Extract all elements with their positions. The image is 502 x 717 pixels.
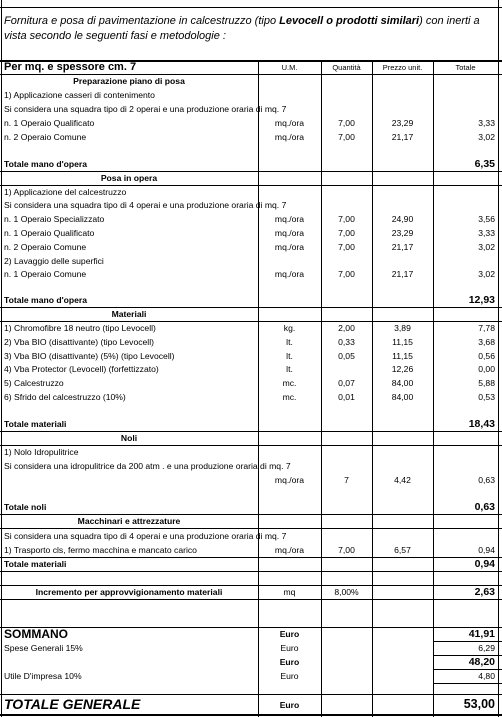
header-prezzo: Prezzo unit. [382, 63, 423, 72]
row-um: mq./ora [274, 242, 305, 252]
column-divider-price [372, 61, 373, 717]
row-total: 3,02 [478, 132, 495, 142]
total-bottom-border [0, 714, 502, 716]
header-quantita: Quantità [332, 63, 361, 72]
sommano-label: SOMMANO [4, 627, 68, 641]
row-price: 23,29 [391, 118, 414, 128]
utile-impresa-value: 4,80 [478, 671, 495, 681]
totale-generale-um: Euro [279, 700, 300, 710]
row-qty: 7,00 [338, 242, 355, 252]
subtotal-value: 48,20 [468, 656, 495, 668]
row-qty: 7,00 [338, 545, 355, 555]
summary-top-border [0, 627, 502, 628]
section-total-value: 12,93 [468, 294, 495, 306]
row-price: 4,42 [394, 475, 411, 485]
frame-left-border [1, 0, 2, 717]
row-desc: 1) Trasporto cls, fermo macchina e mancato carico [4, 545, 197, 555]
section-divider [0, 571, 502, 572]
row-price: 23,29 [391, 228, 414, 238]
sommano-um: Euro [279, 629, 300, 639]
totale-generale-label: TOTALE GENERALE [4, 696, 141, 712]
row-desc: n. 1 Operaio Specializzato [4, 214, 105, 224]
row-desc: Si considera una squadra tipo di 2 operai e una produzione oraria di mq. 7 [4, 104, 287, 114]
row-desc: 2) Vba BIO (disattivante) (tipo Levocell) [4, 337, 154, 347]
row-total: 3,02 [478, 269, 495, 279]
increment-bottom-border [0, 599, 502, 600]
intro-paragraph [4, 14, 498, 44]
section-total-label: Totale noli [4, 502, 47, 512]
section-total-label: Totale mano d'opera [4, 295, 88, 305]
row-price: 12,26 [391, 364, 414, 374]
row-desc: n. 1 Operaio Qualificato [4, 228, 95, 238]
row-qty: 7,00 [338, 269, 355, 279]
intro-text-end: ) con inerti a vista secondo le seguenti fasi e metodologie : [4, 15, 480, 42]
row-um: mc. [282, 378, 297, 388]
row-desc: 2) Lavaggio delle superfici [4, 256, 104, 266]
row-um: kg. [283, 323, 296, 333]
row-total: 3,02 [478, 242, 495, 252]
row-qty: 7,00 [338, 118, 355, 128]
spese-generali-um: Euro [280, 643, 299, 653]
row-desc: 1) Nolo Idropulitrice [4, 447, 79, 457]
row-desc: Si considera una squadra tipo di 4 operai e una produzione oraria di mq. 7 [4, 200, 287, 210]
row-um: mq./ora [274, 214, 305, 224]
row-total: 3,33 [478, 118, 495, 128]
row-desc: 1) Applicazione casseri di contenimento [4, 90, 155, 100]
row-desc: 4) Vba Protector (Levocell) (forfettizzato) [4, 364, 159, 374]
row-price: 11,15 [392, 337, 413, 347]
row-um: lt. [286, 364, 293, 374]
header-um: U.M. [281, 63, 298, 72]
row-desc: 5) Calcestruzzo [4, 378, 64, 388]
row-qty: 7 [344, 475, 349, 485]
section-total-value: 6,35 [474, 158, 495, 170]
increment-label: Incremento per approvvigionamento materiali [35, 587, 223, 597]
column-divider-um [258, 61, 259, 717]
row-total: 0,63 [478, 475, 495, 485]
section-title-noli: Noli [120, 433, 138, 443]
frame-right-border [498, 0, 499, 717]
row-total: 0,53 [478, 392, 495, 402]
utile-underline [433, 683, 502, 684]
row-price: 11,15 [392, 351, 413, 361]
row-price: 21,17 [391, 269, 414, 279]
section-total-value: 18,43 [468, 418, 495, 430]
row-desc: Si considera una idropulitrice da 200 atm . e una produzione oraria di mq. 7 [4, 461, 291, 471]
row-desc: n. 2 Operaio Comune [4, 242, 87, 252]
row-desc: Si considera una squadra tipo di 4 operai e una produzione oraria di mq. 7 [4, 531, 287, 541]
row-desc: n. 2 Operaio Comune [4, 132, 87, 142]
section-total-value: 0,94 [474, 558, 495, 570]
row-price: 84,00 [391, 392, 414, 402]
row-um: mq./ora [274, 228, 305, 238]
row-total: 3,33 [478, 228, 495, 238]
intro-product-name: Levocell o prodotti similari [279, 15, 420, 27]
row-price: 3,89 [394, 323, 411, 333]
row-qty: 0,01 [338, 392, 355, 402]
row-total: 3,56 [478, 214, 495, 224]
row-um: mc. [282, 392, 297, 402]
row-price: 6,57 [394, 545, 411, 555]
section-title-preparazione: Preparazione piano di posa [73, 76, 185, 86]
row-price: 21,17 [391, 132, 414, 142]
row-total: 0,56 [478, 351, 495, 361]
row-desc: 3) Vba BIO (disattivante) (5%) (tipo Levocell) [4, 351, 175, 361]
row-desc: 1) Chromofibre 18 neutro (tipo Levocell) [4, 323, 156, 333]
row-total: 3,68 [478, 337, 495, 347]
increment-um: mq [283, 587, 296, 597]
row-um: lt. [286, 351, 293, 361]
section-title-posa: Posa in opera [100, 173, 158, 183]
increment-qty: 8,00% [334, 587, 359, 597]
row-price: 84,00 [391, 378, 414, 388]
section-title-macchinari: Macchinari e attrezzature [77, 516, 181, 526]
row-um: mq./ora [274, 132, 305, 142]
section-total-value: 0,63 [474, 501, 495, 513]
section-total-label: Totale mano d'opera [4, 159, 88, 169]
row-qty: 7,00 [338, 132, 355, 142]
row-total: 7,78 [478, 323, 495, 333]
intro-text-start: Fornitura e posa di pavimentazione in calcestruzzo (tipo [4, 15, 280, 27]
increment-total: 2,63 [474, 586, 495, 598]
row-qty: 2,00 [338, 323, 355, 333]
row-divider [0, 557, 502, 558]
row-total: 0,00 [478, 364, 495, 374]
section-title-underline [0, 528, 502, 529]
section-total-label: Totale materiali [4, 559, 67, 569]
totale-generale-value: 53,00 [463, 697, 495, 711]
row-desc: 6) Sfrido del calcestruzzo (10%) [4, 392, 126, 402]
spese-generali-value: 6,29 [478, 643, 495, 653]
subtotal-um: Euro [279, 657, 300, 667]
row-qty: 0,07 [338, 378, 355, 388]
row-qty: 0,05 [338, 351, 355, 361]
row-um: mq./ora [274, 545, 305, 555]
row-desc: n. 1 Operaio Qualificato [4, 118, 95, 128]
row-um: lt. [286, 337, 293, 347]
row-qty: 0,33 [338, 337, 355, 347]
frame-top-border [0, 7, 502, 8]
section-total-label: Totale materiali [4, 419, 67, 429]
row-total: 5,88 [478, 378, 495, 388]
row-desc: 1) Applicazione del calcestruzzo [4, 187, 127, 197]
header-totale: Totale [455, 63, 476, 72]
row-um: mq./ora [274, 118, 305, 128]
row-price: 24,90 [391, 214, 414, 224]
column-divider-qty [321, 61, 322, 717]
row-qty: 7,00 [338, 228, 355, 238]
utile-impresa-label: Utile D'impresa 10% [4, 671, 82, 681]
row-desc: n. 1 Operaio Comune [4, 269, 87, 279]
row-qty: 7,00 [338, 214, 355, 224]
utile-impresa-um: Euro [280, 671, 299, 681]
section-title-materiali: Materiali [111, 309, 147, 319]
row-total: 0,94 [478, 545, 495, 555]
row-um: mq./ora [274, 269, 305, 279]
row-um: mq./ora [274, 475, 305, 485]
table-title: Per mq. e spessore cm. 7 [4, 61, 137, 73]
sommano-value: 41,91 [468, 628, 495, 640]
spese-generali-label: Spese Generali 15% [4, 643, 83, 653]
row-price: 21,17 [391, 242, 414, 252]
